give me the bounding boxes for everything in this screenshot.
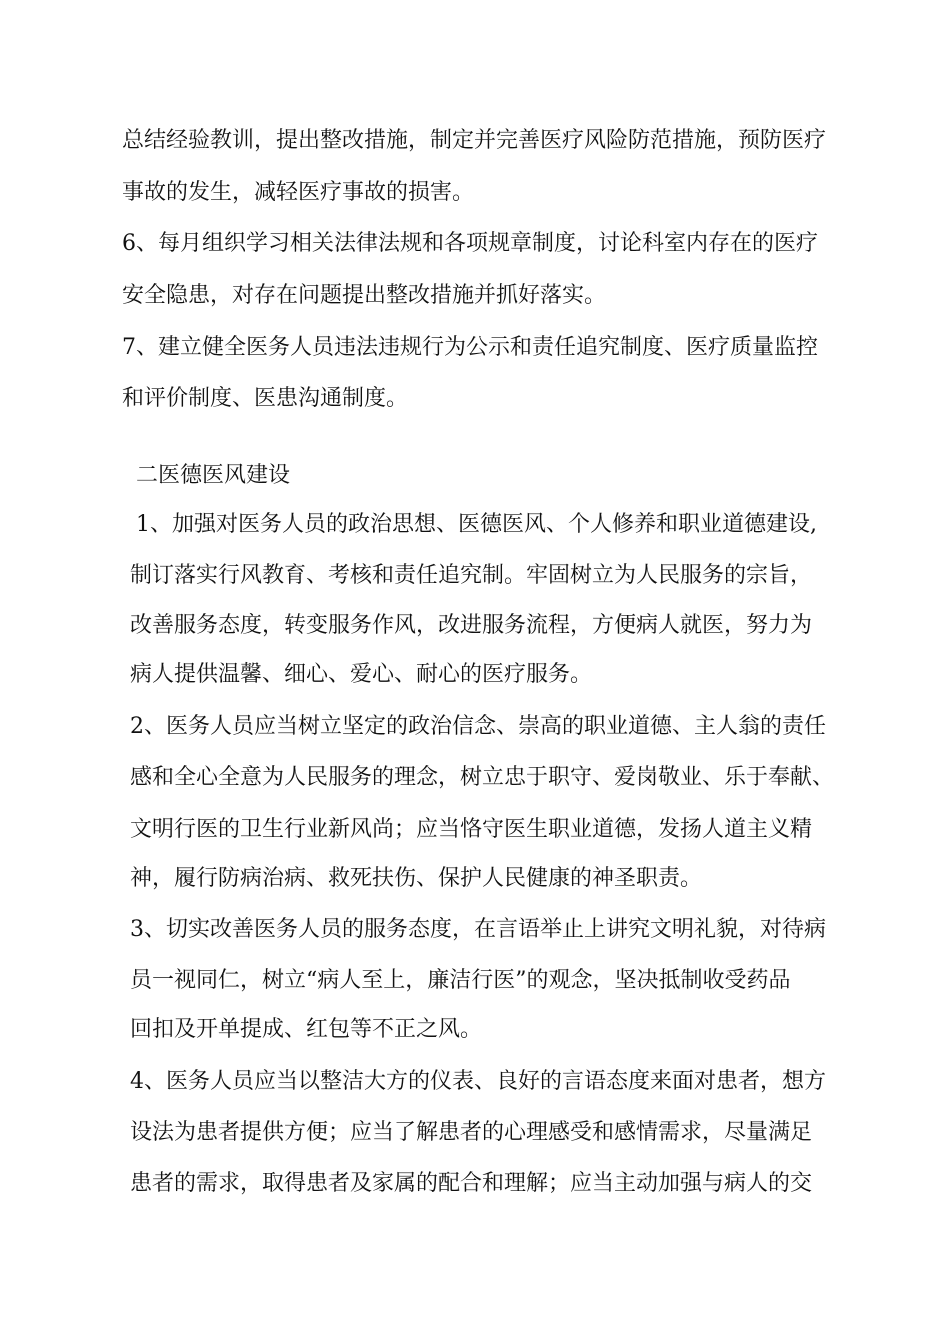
text-line: 设法为患者提供方便；应当了解患者的心理感受和感情需求，尽量满足	[130, 1120, 813, 1145]
text-line: 患者的需求，取得患者及家属的配合和理解；应当主动加强与病人的交	[130, 1171, 813, 1196]
text-line: 安全隐患，对存在问题提出整改措施并抓好落实。	[122, 283, 607, 308]
text-line: 事故的发生，减轻医疗事故的损害。	[122, 180, 475, 205]
text-line: 制订落实行风教育、考核和责任追究制。牢固树立为人民服务的宗旨，	[130, 563, 813, 588]
text-line: 文明行医的卫生行业新风尚；应当恪守医生职业道德，发扬人道主义精	[130, 817, 813, 842]
text-line: 和评价制度、医患沟通制度。	[122, 386, 409, 411]
text-line: 感和全心全意为人民服务的理念，树立忠于职守、爱岗敬业、乐于奉献、	[130, 765, 835, 790]
text-line: 神，履行防病治病、救死扶伤、保护人民健康的神圣职责。	[130, 866, 703, 891]
text-line: 回扣及开单提成、红包等不正之风。	[130, 1017, 483, 1042]
text-line: 改善服务态度，转变服务作风，改进服务流程，方便病人就医，努力为	[130, 613, 813, 638]
text-line: 1、加强对医务人员的政治思想、医德医风、个人修养和职业道德建设,	[136, 512, 817, 537]
text-line: 3、切实改善医务人员的服务态度，在言语举止上讲究文明礼貌，对待病	[130, 917, 826, 942]
text-line: 6、每月组织学习相关法律法规和各项规章制度，讨论科室内存在的医疗	[122, 231, 818, 256]
text-line: 总结经验教训，提出整改措施，制定并完善医疗风险防范措施，预防医疗	[122, 128, 827, 153]
text-line: 员一视同仁，树立“病人至上，廉洁行医”的观念，坚决抵制收受药品	[130, 968, 791, 993]
section-heading: 二医德医风建设	[136, 463, 291, 488]
text-line: 7、建立健全医务人员违法违规行为公示和责任追究制度、医疗质量监控	[122, 335, 818, 360]
text-line: 2、医务人员应当树立坚定的政治信念、崇高的职业道德、主人翁的责任	[130, 714, 826, 739]
text-line: 病人提供温馨、细心、爱心、耐心的医疗服务。	[130, 662, 593, 687]
text-line: 4、医务人员应当以整洁大方的仪表、良好的言语态度来面对患者，想方	[130, 1069, 826, 1094]
